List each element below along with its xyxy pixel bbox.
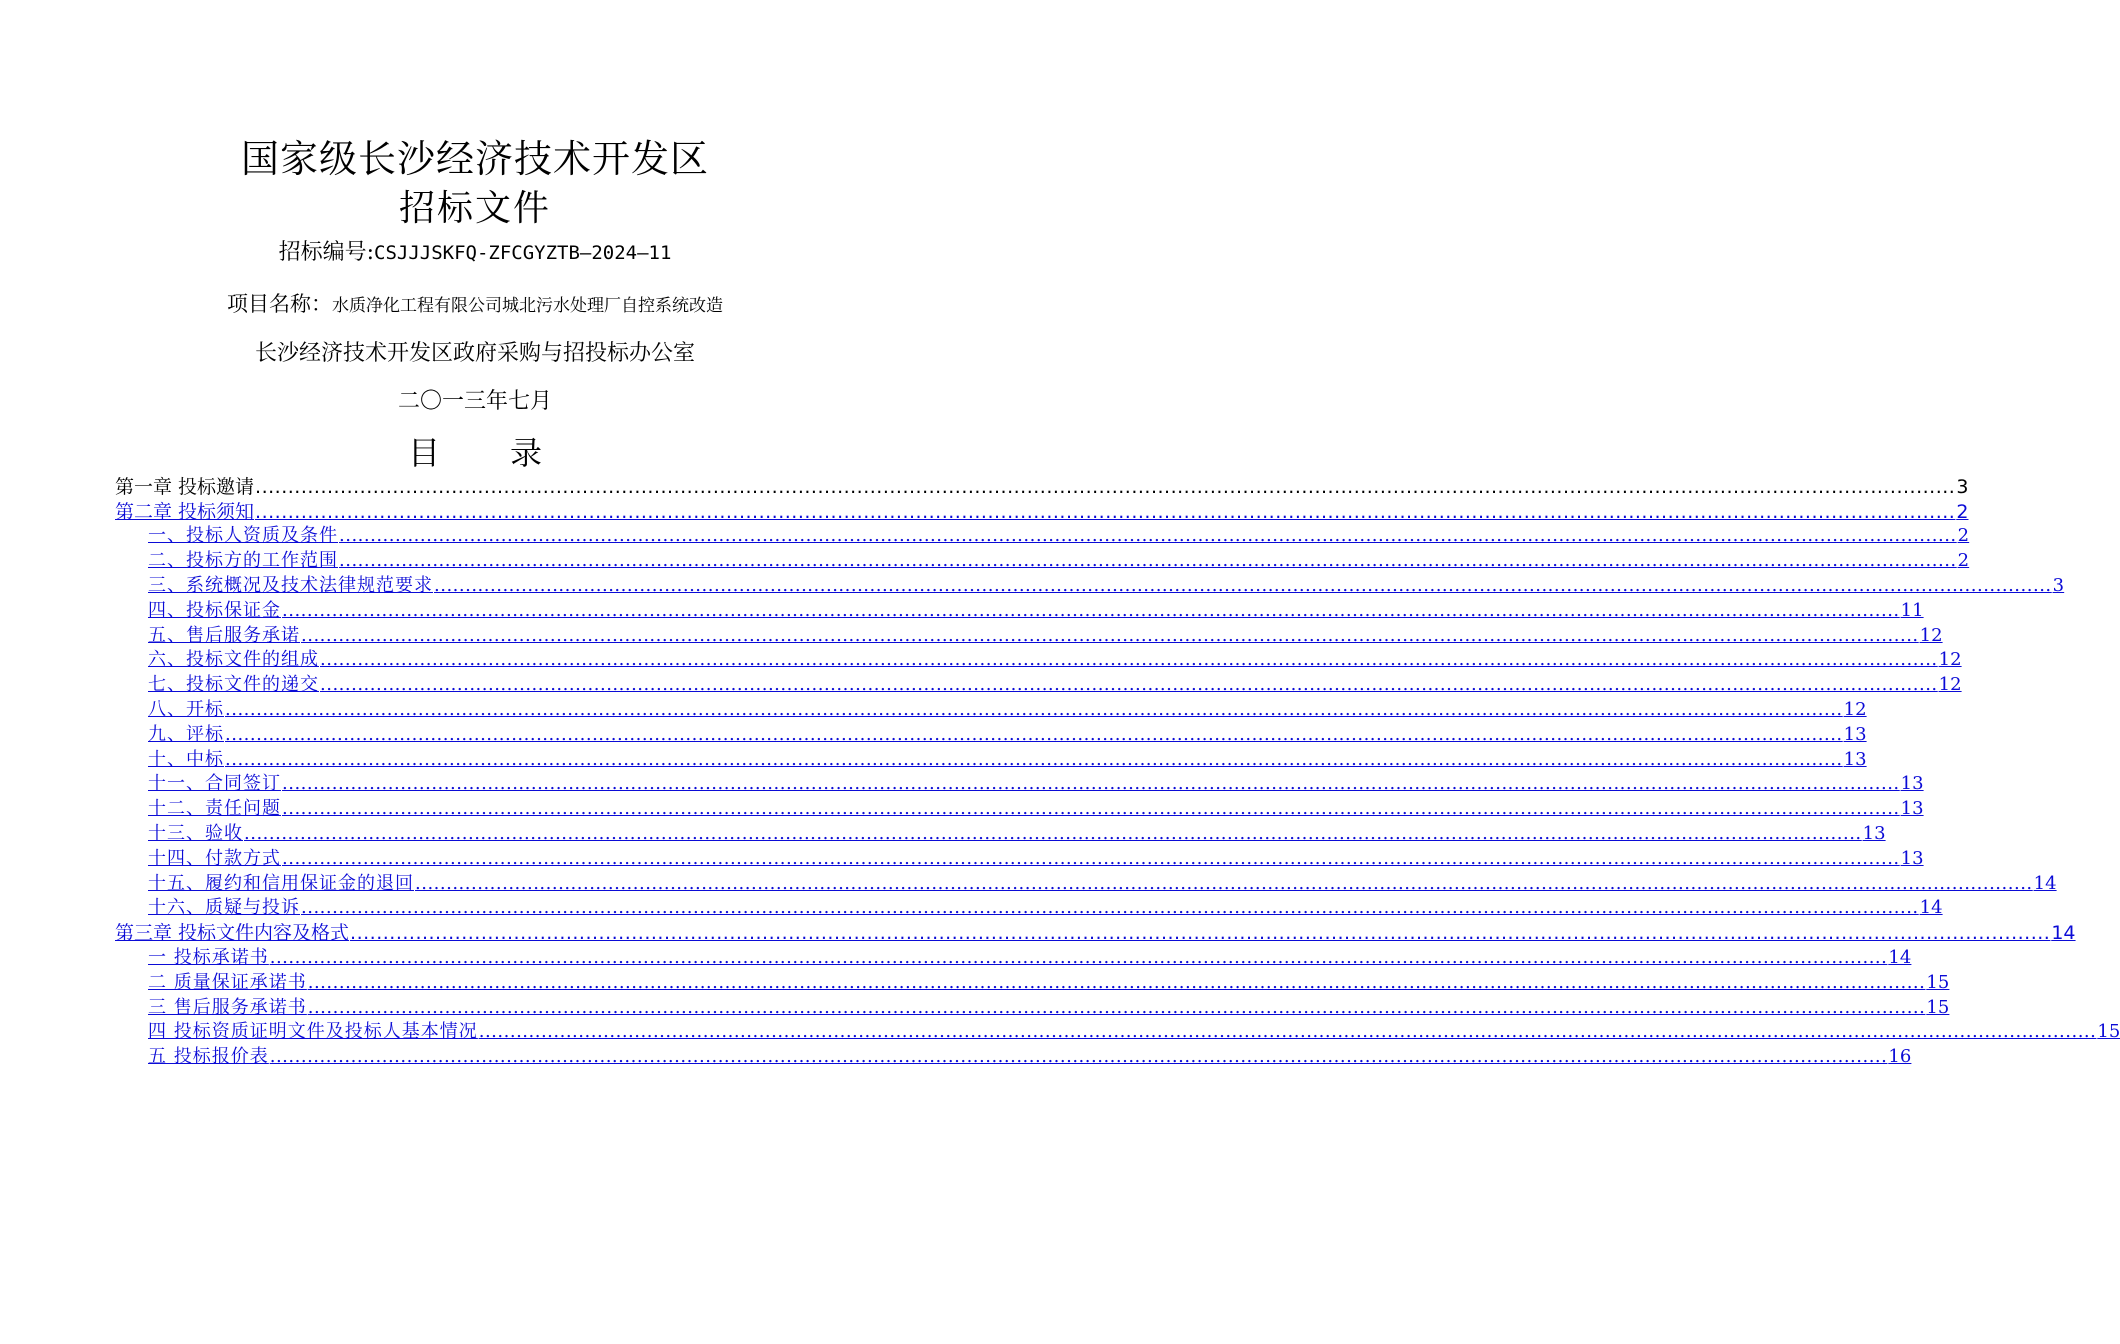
toc-leader-dots: .................................................................................................................................................................................................................................................................... (339, 550, 1957, 572)
toc-heading-right: 录 (510, 434, 543, 472)
toc-entry-label: 二 质量保证承诺书 (148, 971, 307, 993)
toc-entry-page: 13 (1862, 822, 1886, 844)
tender-number-value: CSJJJSKFQ-ZFCGYZTB—2024—11 (374, 242, 672, 264)
toc-entry-label: 九、评标 (148, 723, 224, 745)
toc-entry-label: 四 投标资质证明文件及投标人基本情况 (148, 1021, 478, 1043)
toc-entry-page: 2 (1957, 525, 1970, 547)
issuing-office: 长沙经济技术开发区政府采购与招投标办公室 (254, 341, 695, 366)
toc-entry-page: 13 (1900, 847, 1924, 869)
toc-entry-label: 三、系统概况及技术法律规范要求 (148, 574, 433, 596)
toc-section-entry[interactable] (115, 697, 1867, 722)
toc-section-entry[interactable] (115, 548, 1970, 573)
project-name-value: 水质净化工程有限公司城北污水处理厂自控系统改造 (332, 296, 723, 316)
toc-leader-dots: .................................................................................................................................................................................................................................................................... (478, 1021, 2097, 1043)
toc-entry-label: 十一、合同签订 (148, 773, 281, 795)
toc-entry-page: 13 (1900, 773, 1924, 795)
toc-entry-label: 第三章 投标文件内容及格式 (115, 922, 350, 945)
toc-section-entry[interactable] (115, 623, 1943, 648)
document-title: 国家级长沙经济技术开发区 (240, 137, 709, 181)
toc-entry-page: 3 (1956, 475, 1969, 498)
tender-number-label: 招标编号: (278, 240, 374, 265)
tender-number (0, 235, 950, 266)
toc-chapter-entry[interactable] (115, 499, 1969, 524)
toc-leader-dots: .................................................................................................................................................................................................................................................................... (307, 996, 1926, 1018)
toc-entry-page: 2 (1957, 550, 1970, 572)
toc-entry-label: 第二章 投标须知 (115, 500, 255, 523)
toc-entry-page: 12 (1843, 698, 1867, 720)
toc-entry-page: 14 (2051, 922, 2076, 945)
toc-section-entry[interactable] (115, 896, 1943, 921)
toc-entry-page: 11 (1900, 599, 1924, 621)
toc-section-entry[interactable] (115, 970, 1950, 995)
toc-entry-page: 12 (1938, 649, 1962, 671)
toc-section-entry[interactable] (115, 772, 1924, 797)
toc-entry-page: 13 (1900, 798, 1924, 820)
toc-leader-dots: .................................................................................................................................................................................................................................................................... (269, 1046, 1888, 1068)
toc-leader-dots: .................................................................................................................................................................................................................................................................... (282, 773, 1900, 795)
toc-entry-label: 第一章 投标邀请 (115, 475, 255, 498)
toc-section-entry[interactable] (115, 796, 1924, 821)
toc-entry-label: 五、售后服务承诺 (148, 624, 300, 646)
toc-entry-page: 15 (1926, 996, 1950, 1018)
toc-entry-label: 十二、责任问题 (148, 798, 281, 820)
toc-section-entry[interactable] (115, 573, 2065, 598)
toc-section-entry[interactable] (115, 747, 1867, 772)
toc-heading-left: 目 (407, 434, 440, 472)
toc-leader-dots: .................................................................................................................................................................................................................................................................... (244, 822, 1862, 844)
toc-entry-label: 三 售后服务承诺书 (148, 996, 307, 1018)
toc-leader-dots: .................................................................................................................................................................................................................................................................... (350, 922, 2051, 945)
toc-entry-label: 十三、验收 (148, 822, 243, 844)
toc-section-entry[interactable] (115, 598, 1924, 623)
issue-date: 二〇一三年七月 (397, 389, 552, 414)
toc-entry-label: 五 投标报价表 (148, 1046, 269, 1068)
toc-section-entry[interactable] (115, 846, 1924, 871)
toc-entry-label: 一、投标人资质及条件 (148, 525, 338, 547)
toc-leader-dots: .................................................................................................................................................................................................................................................................... (225, 698, 1843, 720)
toc-entry-page: 13 (1843, 723, 1867, 745)
toc-entry-page: 3 (2052, 574, 2065, 596)
toc-entry-page: 2 (1956, 500, 1969, 523)
toc-leader-dots: .................................................................................................................................................................................................................................................................... (282, 847, 1900, 869)
project-name (0, 288, 950, 318)
toc-leader-dots: .................................................................................................................................................................................................................................................................... (434, 574, 2052, 596)
toc-entry-page: 12 (1919, 624, 1943, 646)
toc-leader-dots: .................................................................................................................................................................................................................................................................... (282, 798, 1900, 820)
toc-entry-label: 二、投标方的工作范围 (148, 550, 338, 572)
toc-section-entry[interactable] (115, 524, 1970, 549)
toc-chapter-entry[interactable] (115, 920, 2076, 945)
toc-leader-dots: .................................................................................................................................................................................................................................................................... (255, 500, 1956, 523)
toc-section-entry[interactable] (115, 1044, 1912, 1069)
toc-leader-dots: .................................................................................................................................................................................................................................................................... (255, 475, 1956, 498)
table-of-contents (115, 474, 2120, 1069)
toc-leader-dots: .................................................................................................................................................................................................................................................................... (269, 946, 1888, 968)
toc-entry-page: 15 (1926, 971, 1950, 993)
toc-entry-page: 14 (2033, 872, 2057, 894)
toc-section-entry[interactable] (115, 672, 1962, 697)
toc-entry-label: 一 投标承诺书 (148, 946, 269, 968)
toc-leader-dots: .................................................................................................................................................................................................................................................................... (339, 525, 1957, 547)
toc-entry-label: 十四、付款方式 (148, 847, 281, 869)
toc-entry-label: 十、中标 (148, 748, 224, 770)
toc-section-entry[interactable] (115, 871, 2057, 896)
toc-section-entry[interactable] (115, 945, 1912, 970)
toc-heading (0, 428, 950, 474)
toc-entry-label: 七、投标文件的递交 (148, 674, 319, 696)
toc-leader-dots: .................................................................................................................................................................................................................................................................... (301, 624, 1919, 646)
toc-entry-page: 15 (2097, 1021, 2120, 1043)
document-subtitle: 招标文件 (398, 188, 551, 229)
toc-entry-label: 十六、质疑与投诉 (148, 897, 300, 919)
project-name-label: 项目名称： (227, 292, 332, 316)
toc-leader-dots: .................................................................................................................................................................................................................................................................... (415, 872, 2033, 894)
toc-section-entry[interactable] (115, 995, 1950, 1020)
toc-leader-dots: .................................................................................................................................................................................................................................................................... (307, 971, 1926, 993)
toc-section-entry[interactable] (115, 648, 1962, 673)
toc-section-entry[interactable] (115, 821, 1886, 846)
toc-entry-page: 14 (1888, 946, 1912, 968)
toc-entry-page: 14 (1919, 897, 1943, 919)
toc-entry-page: 13 (1843, 748, 1867, 770)
toc-leader-dots: .................................................................................................................................................................................................................................................................... (301, 897, 1919, 919)
toc-entry-page: 16 (1888, 1046, 1912, 1068)
toc-entry-label: 六、投标文件的组成 (148, 649, 319, 671)
toc-leader-dots: .................................................................................................................................................................................................................................................................... (320, 674, 1938, 696)
toc-leader-dots: .................................................................................................................................................................................................................................................................... (282, 599, 1900, 621)
toc-section-entry[interactable] (115, 722, 1867, 747)
toc-leader-dots: .................................................................................................................................................................................................................................................................... (320, 649, 1938, 671)
toc-entry-label: 四、投标保证金 (148, 599, 281, 621)
toc-leader-dots: .................................................................................................................................................................................................................................................................... (225, 723, 1843, 745)
toc-section-entry[interactable] (115, 1020, 2120, 1045)
toc-chapter-entry (115, 474, 1969, 499)
toc-entry-label: 八、开标 (148, 698, 224, 720)
toc-leader-dots: .................................................................................................................................................................................................................................................................... (225, 748, 1843, 770)
toc-entry-page: 12 (1938, 674, 1962, 696)
toc-entry-label: 十五、履约和信用保证金的退回 (148, 872, 414, 894)
